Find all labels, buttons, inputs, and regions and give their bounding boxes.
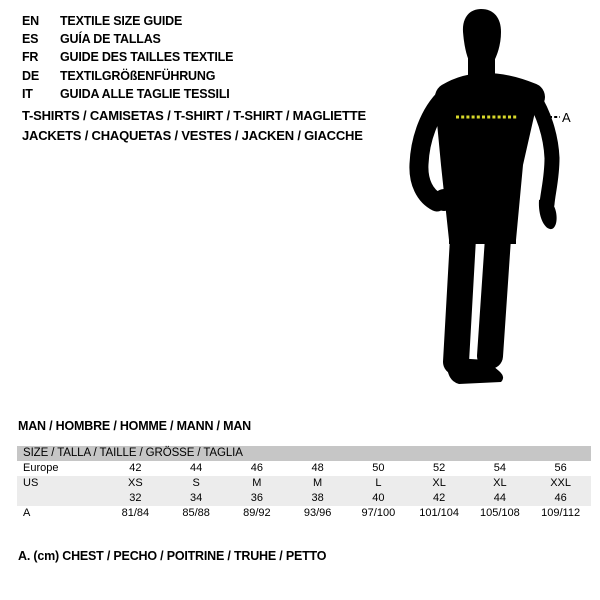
language-row [22,67,233,85]
language-label: GUIDE DES TAILLES TEXTILE [60,50,234,65]
language-label: GUIDA ALLE TAGLIE TESSILI [60,86,230,101]
measure-label-a: A [562,110,571,125]
language-label: TEXTILGRÖßENFÜHRUNG [60,68,216,83]
table-cell: XXL [550,477,572,489]
row-label: A [23,507,31,519]
language-label: TEXTILE SIZE GUIDE [60,14,183,28]
row-label: US [23,477,39,489]
language-list [22,12,233,103]
table-cell: 85/88 [182,507,210,519]
table-cell: 54 [493,462,506,474]
table-cell: 109/112 [541,507,581,519]
size-table-rows [17,461,591,521]
category-line-tshirts: T-SHIRTS / CAMISETAS / T-SHIRT / T-SHIRT / MAGLIETTE [22,108,366,123]
language-row [22,30,233,48]
table-cell: 42 [129,462,142,474]
table-cell: 42 [433,492,446,504]
table-cell: 101/104 [419,507,459,519]
table-cell: 56 [554,462,567,474]
category-lines [22,106,366,145]
silhouette-body [419,9,557,384]
language-row [22,12,233,30]
table-cell: XL [432,477,446,489]
table-cell: M [313,477,323,489]
table-cell: 50 [372,462,385,474]
table-cell: 81/84 [121,507,150,519]
language-row [22,85,233,103]
language-row [22,48,233,66]
section-label-man: MAN / HOMBRE / HOMME / MANN / MAN [18,419,251,433]
language-code: IT [22,86,33,101]
size-table [17,446,591,521]
row-label: Europe [23,462,59,474]
row-label [17,491,105,506]
table-cell: 38 [311,492,324,504]
table-cell: 40 [372,492,385,504]
table-row [17,476,591,491]
table-cell: 89/92 [243,507,271,519]
table-cell: 32 [129,492,142,504]
table-cell: 36 [250,492,263,504]
table-cell: 52 [433,462,446,474]
table-row [17,506,591,521]
language-code: EN [22,14,39,28]
language-code: DE [22,68,39,83]
language-label: GUÍA DE TALLAS [60,32,161,47]
table-cell: M [252,477,262,489]
table-cell: 46 [554,492,567,504]
table-cell: XS [128,477,143,489]
table-cell: S [192,477,200,489]
table-cell: L [375,477,382,489]
table-cell: 44 [190,462,203,474]
table-cell: 44 [493,492,506,504]
language-code: FR [22,50,39,65]
table-cell: 97/100 [361,507,396,519]
size-table-header: SIZE / TALLA / TAILLE / GRÖSSE / TAGLIA [17,446,591,461]
table-cell: 48 [311,462,324,474]
category-line-jackets: JACKETS / CHAQUETAS / VESTES / JACKEN / GIACCHE [22,127,363,143]
table-cell: 34 [190,492,203,504]
language-code: ES [22,32,39,47]
table-cell: 105/108 [479,507,520,519]
measurement-footnote: A. (cm) CHEST / PECHO / POITRINE / TRUHE / PETTO [18,549,327,563]
table-cell: 46 [250,462,263,474]
table-row [17,461,591,476]
table-cell: XL [493,477,507,489]
table-row [17,491,591,506]
table-cell: 93/96 [303,507,332,519]
